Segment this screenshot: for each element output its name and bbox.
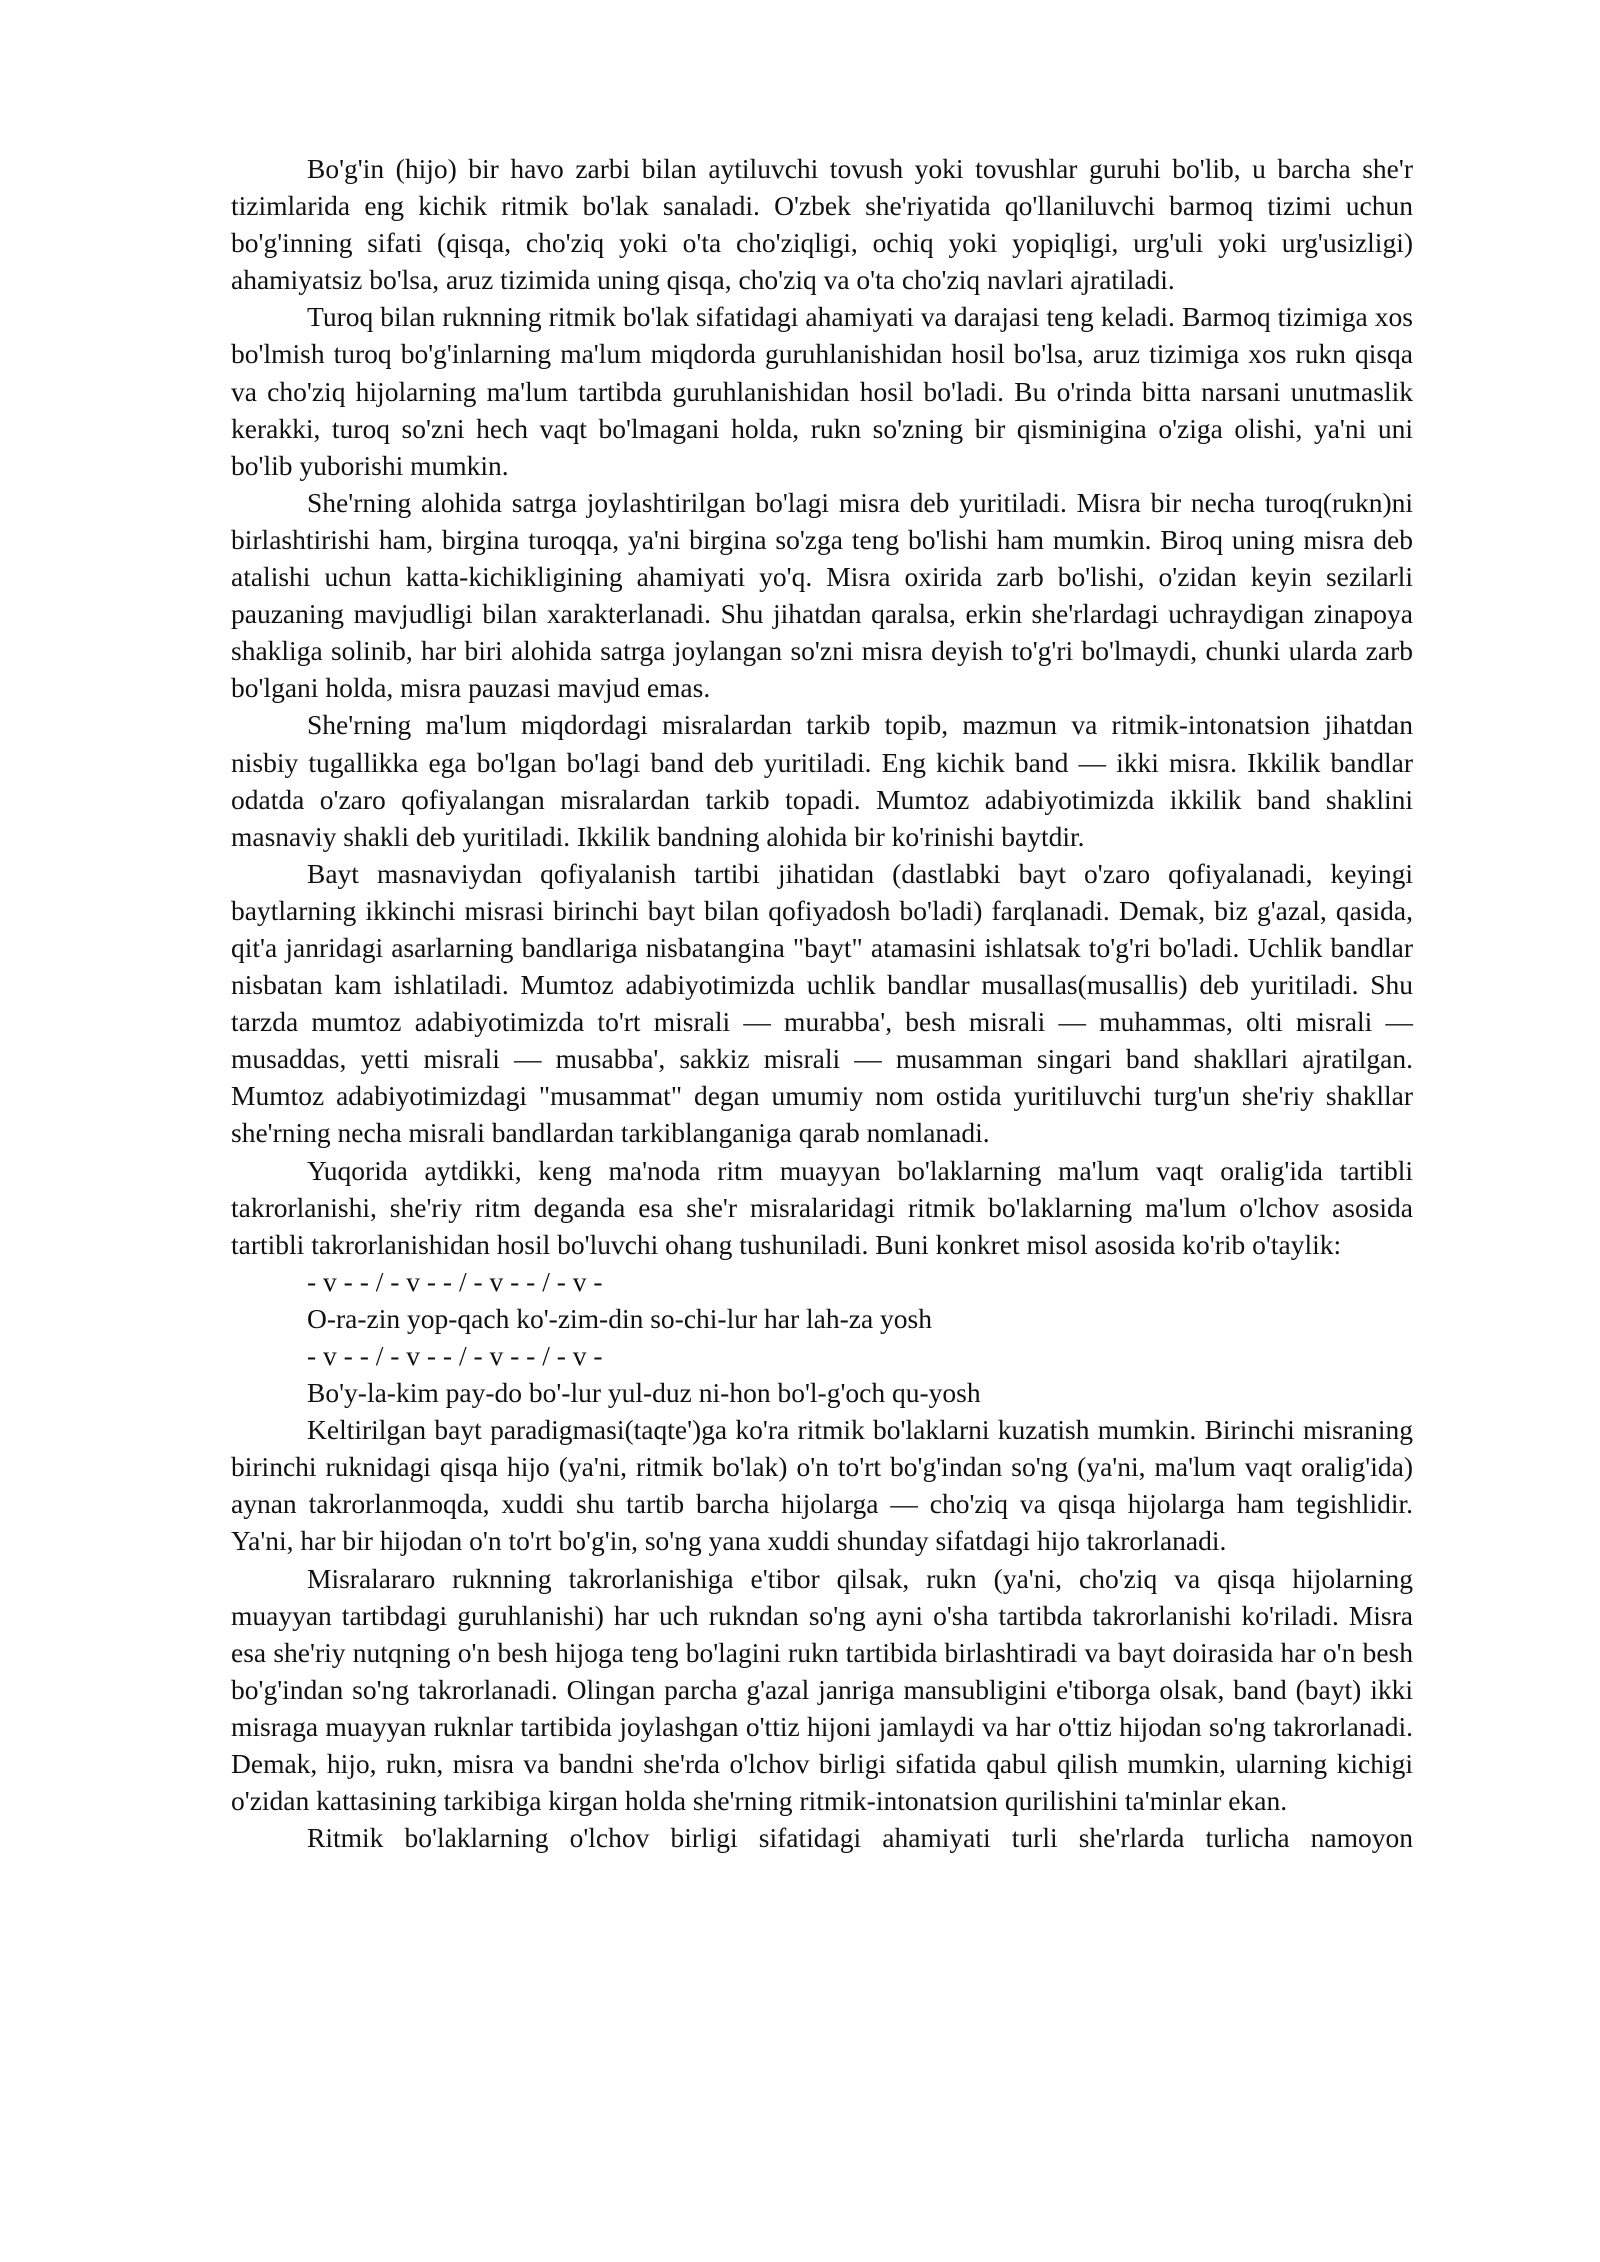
paragraph-rukn-repetition: Misralararo ruknning takrorlanishiga e'tibor qilsak, rukn (ya'ni, cho'ziq va qisqa hijolarning muayyan tartibdagi guruhlanishi) har uch rukndan so'ng ayni o'sha tartibda takrorlanishi ko'riladi. Misra esa she'riy nutqning o'n besh hijoga teng bo'lagini rukn tartibida birlashtiradi va bayt doirasida har o'n besh bo'g'indan so'ng takrorlanadi. Olingan parcha g'azal janriga mansubligini e'tiborga olsak, band (bayt) ikki misraga muayyan ruknlar tartibida joylashgan o'ttiz hijoni jamlaydi va har o'ttiz hijodan so'ng takrorlanadi. Demak, hijo, rukn, misra va bandni she'rda o'lchov birligi sifatida qabul qilish mumkin, ularning kichigi o'zidan kattasining tarkibiga kirgan holda she'rning ritmik-intonatsion qurilishini ta'minlar ekan. xyxy=(231,1562,1413,1817)
paragraph-misra: She'rning alohida satrga joylashtirilgan bo'lagi misra deb yuritiladi. Misra bir necha turoq(rukn)ni birlashtirishi ham, birgina turoqqa, ya'ni birgina so'zga teng bo'lishi ham mumkin. Biroq uning misra deb atalishi uchun katta-kichikligining ahamiyati yo'q. Misra oxirida zarb bo'lishi, o'zidan keyin sezilarli pauzaning mavjudligi bilan xarakterlanadi. Shu jihatdan qaralsa, erkin she'rlardagi uchraydigan zinapoya shakliga solinib, har biri alohida satrga joylangan so'zni misra deyish to'g'ri bo'lmaydi, chunki ularda zarb bo'lgani holda, misra pauzasi mavjud emas. xyxy=(231,486,1413,704)
paragraph-ritm: Yuqorida aytdikki, keng ma'noda ritm muayyan bo'laklarning ma'lum vaqt oralig'ida tartibli takrorlanishi, she'riy ritm deganda esa she'r misralaridagi ritmik bo'laklarning ma'lum o'lchov asosida tartibli takrorlanishidan hosil bo'luvchi ohang tushuniladi. Buni konkret misol asosida ko'rib o'taylik: xyxy=(231,1154,1413,1260)
document-page xyxy=(231,150,1413,1856)
verse-line-1: O-ra-zin yop-qach ko'-zim-din so-chi-lur har lah-za yosh xyxy=(307,1302,932,1334)
verse-line-2: Bo'y-la-kim pay-do bo'-lur yul-duz ni-hon bo'l-g'och qu-yosh xyxy=(307,1377,981,1409)
paragraph-turoq-rukn: Turoq bilan ruknning ritmik bo'lak sifatidagi ahamiyati va darajasi teng keladi. Barmoq tizimiga xos bo'lmish turoq bo'g'inlarning ma'lum miqdorda guruhlanishidan hosil bo'lsa, aruz tizimiga xos rukn qisqa va cho'ziq hijolarning ma'lum tartibda guruhlanishidan hosil bo'ladi. Bu o'rinda bitta narsani unutmaslik kerakki, turoq so'zni hech vaqt bo'lmagani holda, rukn so'zning bir qisminigina o'ziga olishi, ya'ni uni bo'lib yuborishi mumkin. xyxy=(231,301,1413,481)
verse-meter-line-1: - v - - / - v - - / - v - - / - v - xyxy=(307,1265,603,1297)
verse-meter-line-2: - v - - / - v - - / - v - - / - v - xyxy=(307,1340,603,1371)
paragraph-syllable: Bo'g'in (hijo) bir havo zarbi bilan aytiluvchi tovush yoki tovushlar guruhi bo'lib, u barcha she'r tizimlarida eng kichik ritmik bo'lak sanaladi. O'zbek she'riyatida qo'llaniluvchi barmoq tizimi uchun bo'g'inning sifati (qisqa, cho'ziq yoki o'ta cho'ziqligi, ochiq yoki yopiqligi, urg'uli yoki urg'usizligi) ahamiyatsiz bo'lsa, aruz tizimida uning qisqa, cho'ziq va o'ta cho'ziq navlari ajratiladi. xyxy=(231,153,1413,296)
paragraph-bayt: Bayt masnaviydan qofiyalanish tartibi jihatidan (dastlabki bayt o'zaro qofiyalanadi, keyingi baytlarning ikkinchi misrasi birinchi bayt bilan qofiyadosh bo'ladi) farqlanadi. Demak, biz g'azal, qasida, qit'a janridagi asarlarning bandlariga nisbatangina "bayt" atamasini ishlatsak to'g'ri bo'ladi. Uchlik bandlar nisbatan kam ishlatiladi. Mumtoz adabiyotimizda uchlik bandlar musallas(musallis) deb yuritiladi. Shu tarzda mumtoz adabiyotimizda to'rt misrali — murabba', besh misrali — muhammas, olti misrali — musaddas, yetti misrali — musabba', sakkiz misrali — musamman singari band shakllari ajratilgan. Mumtoz adabiyotimizdagi "musammat" degan umumiy nom ostida yuritiluvchi turg'un she'riy shakllar she'rning necha misrali bandlardan tarkiblanganiga qarab nomlanadi. xyxy=(231,857,1413,1149)
paragraph-paradigm: Keltirilgan bayt paradigmasi(taqte')ga ko'ra ritmik bo'laklarni kuzatish mumkin. Birinchi misraning birinchi ruknidagi qisqa hijo (ya'ni, ritmik bo'lak) o'n to'rt bo'g'indan so'ng (ya'ni, ma'lum vaqt oralig'ida) aynan takrorlanmoqda, xuddi shu tartib barcha hijolarga — cho'ziq va qisqa hijolarga ham tegishlidir. Ya'ni, har bir hijodan o'n to'rt bo'g'in, so'ng yana xuddi shunday sifatdagi hijo takrorlanadi. xyxy=(231,1414,1413,1557)
paragraph-final-line: Ritmik bo'laklarning o'lchov birligi sifatidagi ahamiyati turli she'rlarda turlicha namoyon xyxy=(307,1822,1413,1854)
paragraph-band: She'rning ma'lum miqdordagi misralardan tarkib topib, mazmun va ritmik-intonatsion jihatdan nisbiy tugallikka ega bo'lgan bo'lagi band deb yuritiladi. Eng kichik band — ikki misra. Ikkilik bandlar odatda o'zaro qofiyalangan misralardan tarkib topadi. Mumtoz adabiyotimizda ikkilik band shaklini masnaviy shakli deb yuritiladi. Ikkilik bandning alohida bir ko'rinishi baytdir. xyxy=(231,709,1413,852)
